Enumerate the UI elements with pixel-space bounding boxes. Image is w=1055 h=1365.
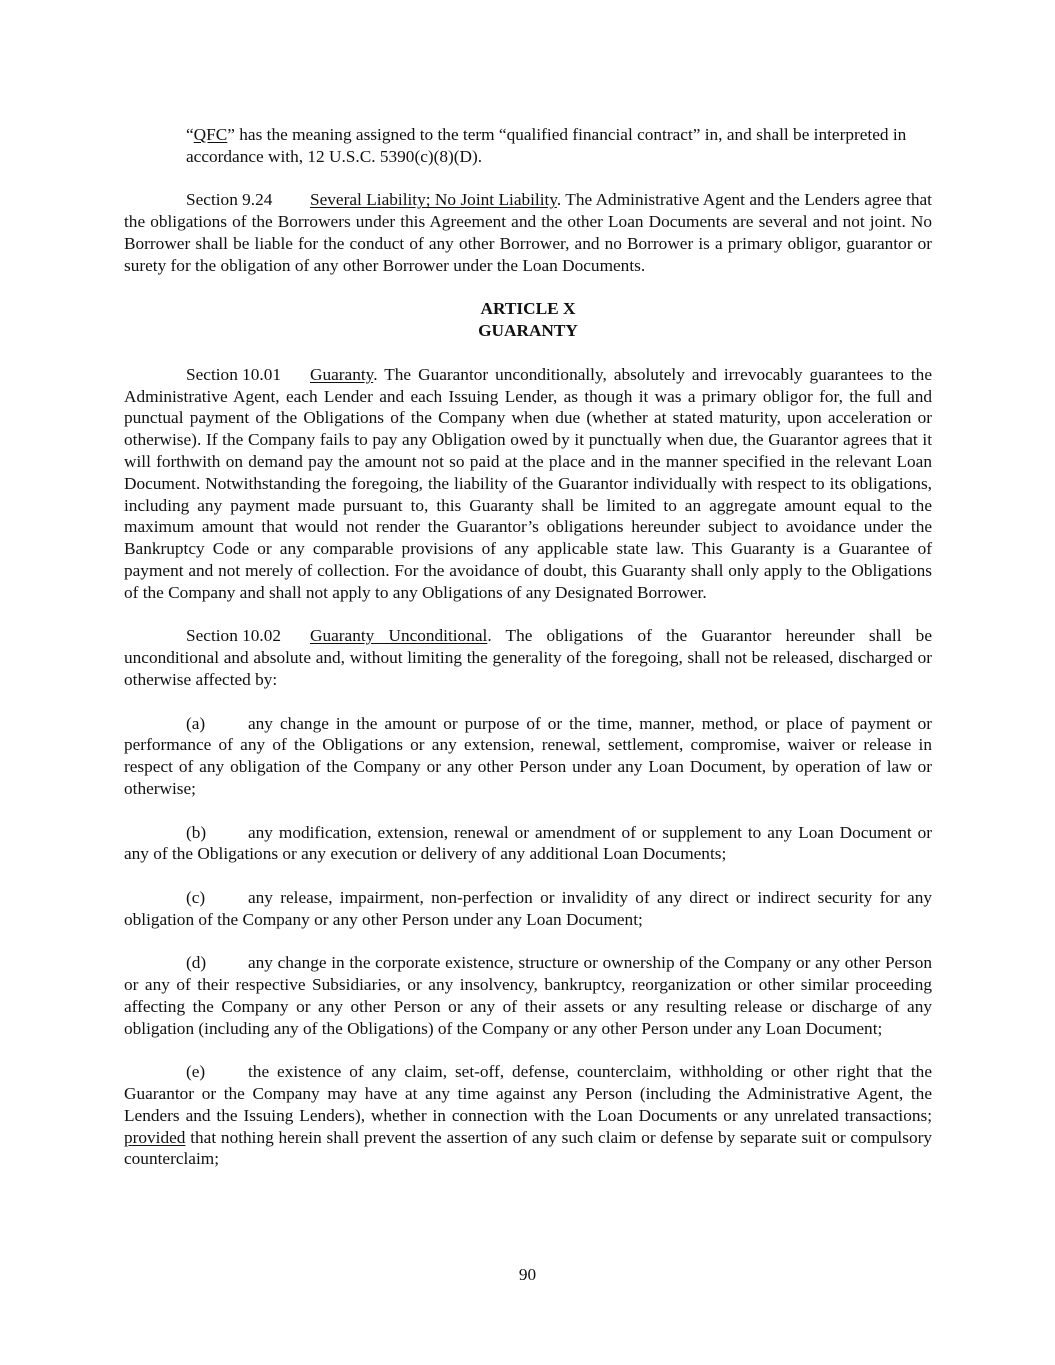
section-number: Section 10.01 <box>186 364 282 384</box>
definition-qfc-text: ” has the meaning assigned to the term “qualified financial contract” in, and shall be interpreted in accordance with, 12 U.S.C. 5390(c)(8)(D). <box>186 125 907 166</box>
section-10-01 <box>124 364 932 604</box>
list-item-b <box>124 822 932 866</box>
section-9-24 <box>124 189 932 276</box>
article-heading <box>124 298 932 342</box>
defined-term-qfc: QFC <box>193 125 228 144</box>
list-item-c <box>124 887 932 931</box>
item-label: (b) <box>186 822 207 842</box>
item-text: any change in the amount or purpose of or the time, manner, method, or place of payment or performance of any of the Obligations or any extension, renewal, settlement, compromise, waiver or release in respect of any obligation of the Company or any other Person under any Loan Document, by operation of law or otherwise; <box>124 713 932 798</box>
item-label: (c) <box>186 887 206 907</box>
page-number: 90 <box>518 1265 537 1284</box>
provided-term: provided <box>124 1127 186 1147</box>
list-item-d <box>124 952 932 1039</box>
definition-qfc <box>124 124 932 168</box>
section-10-02 <box>124 625 932 690</box>
section-body: . The obligations of the Guarantor hereunder shall be unconditional and absolute and, without limiting the generality of the foregoing, shall not be released, discharged or otherwise affected by: <box>124 626 932 689</box>
item-text: any modification, extension, renewal or amendment of or supplement to any Loan Document or any of the Obligations or any execution or delivery of any additional Loan Documents; <box>124 822 932 864</box>
article-title: GUARANTY <box>478 321 578 341</box>
item-text: any change in the corporate existence, structure or ownership of the Company or any other Person or any of their respective Subsidiaries, or any insolvency, bankruptcy, reorganization or other similar proceeding affecting the Company or any other Person or any of their assets or any resulting release or discharge of any obligation (including any of the Obligations) of the Company or any other Person under any Loan Document; <box>124 953 932 1038</box>
open-quote: “ <box>186 125 194 144</box>
section-title: Several Liability; No Joint Liability <box>310 190 557 210</box>
section-title: Guaranty Unconditional <box>310 626 488 646</box>
document-page <box>124 124 932 1170</box>
article-number: ARTICLE X <box>480 299 576 319</box>
item-label: (e) <box>186 1062 206 1082</box>
section-title: Guaranty <box>310 364 374 384</box>
list-item-a <box>124 713 932 800</box>
list-item-e <box>124 1061 932 1170</box>
section-number: Section 9.24 <box>186 190 273 210</box>
item-label: (a) <box>186 713 206 733</box>
item-text-continued: that nothing herein shall prevent the assertion of any such claim or defense by separate suit or compulsory counterclaim; <box>124 1127 932 1169</box>
section-body: . The Administrative Agent and the Lenders agree that the obligations of the Borrowers under this Agreement and the other Loan Documents are several and not joint. No Borrower shall be liable for the conduct of any other Borrower, and no Borrower is a primary obligor, guarantor or surety for the obligation of any other Borrower under the Loan Documents. <box>124 190 932 275</box>
item-label: (d) <box>186 953 207 973</box>
item-text: the existence of any claim, set-off, defense, counterclaim, withholding or other right that the Guarantor or the Company may have at any time against any Person (including the Administrative Agent, the Lenders and the Issuing Lenders), whether in connection with the Loan Documents or any unrelated transactions; <box>124 1062 932 1125</box>
item-text: any release, impairment, non-perfection or invalidity of any direct or indirect security for any obligation of the Company or any other Person under any Loan Document; <box>124 887 932 929</box>
section-body: . The Guarantor unconditionally, absolutely and irrevocably guarantees to the Administrative Agent, each Lender and each Issuing Lender, as though it was a primary obligor for, the full and punctual payment of the Obligations of the Company when due (whether at stated maturity, upon acceleration or otherwise). If the Company fails to pay any Obligation owed by it punctually when due, the Guarantor agrees that it will forthwith on demand pay the amount not so paid at the place and in the manner specified in the relevant Loan Document. Notwithstanding the foregoing, the liability of the Guarantor individually with respect to its obligations, including any payment made pursuant to, this Guaranty shall be limited to an aggregate amount equal to the maximum amount that would not render the Guarantor’s obligations hereunder subject to avoidance under the Bankruptcy Code or any comparable provisions of any applicable state law. This Guaranty is a Guarantee of payment and not merely of collection. For the avoidance of doubt, this Guaranty shall only apply to the Obligations of the Company and shall not apply to any Obligations of any Designated Borrower. <box>124 364 932 602</box>
section-number: Section 10.02 <box>186 626 282 646</box>
